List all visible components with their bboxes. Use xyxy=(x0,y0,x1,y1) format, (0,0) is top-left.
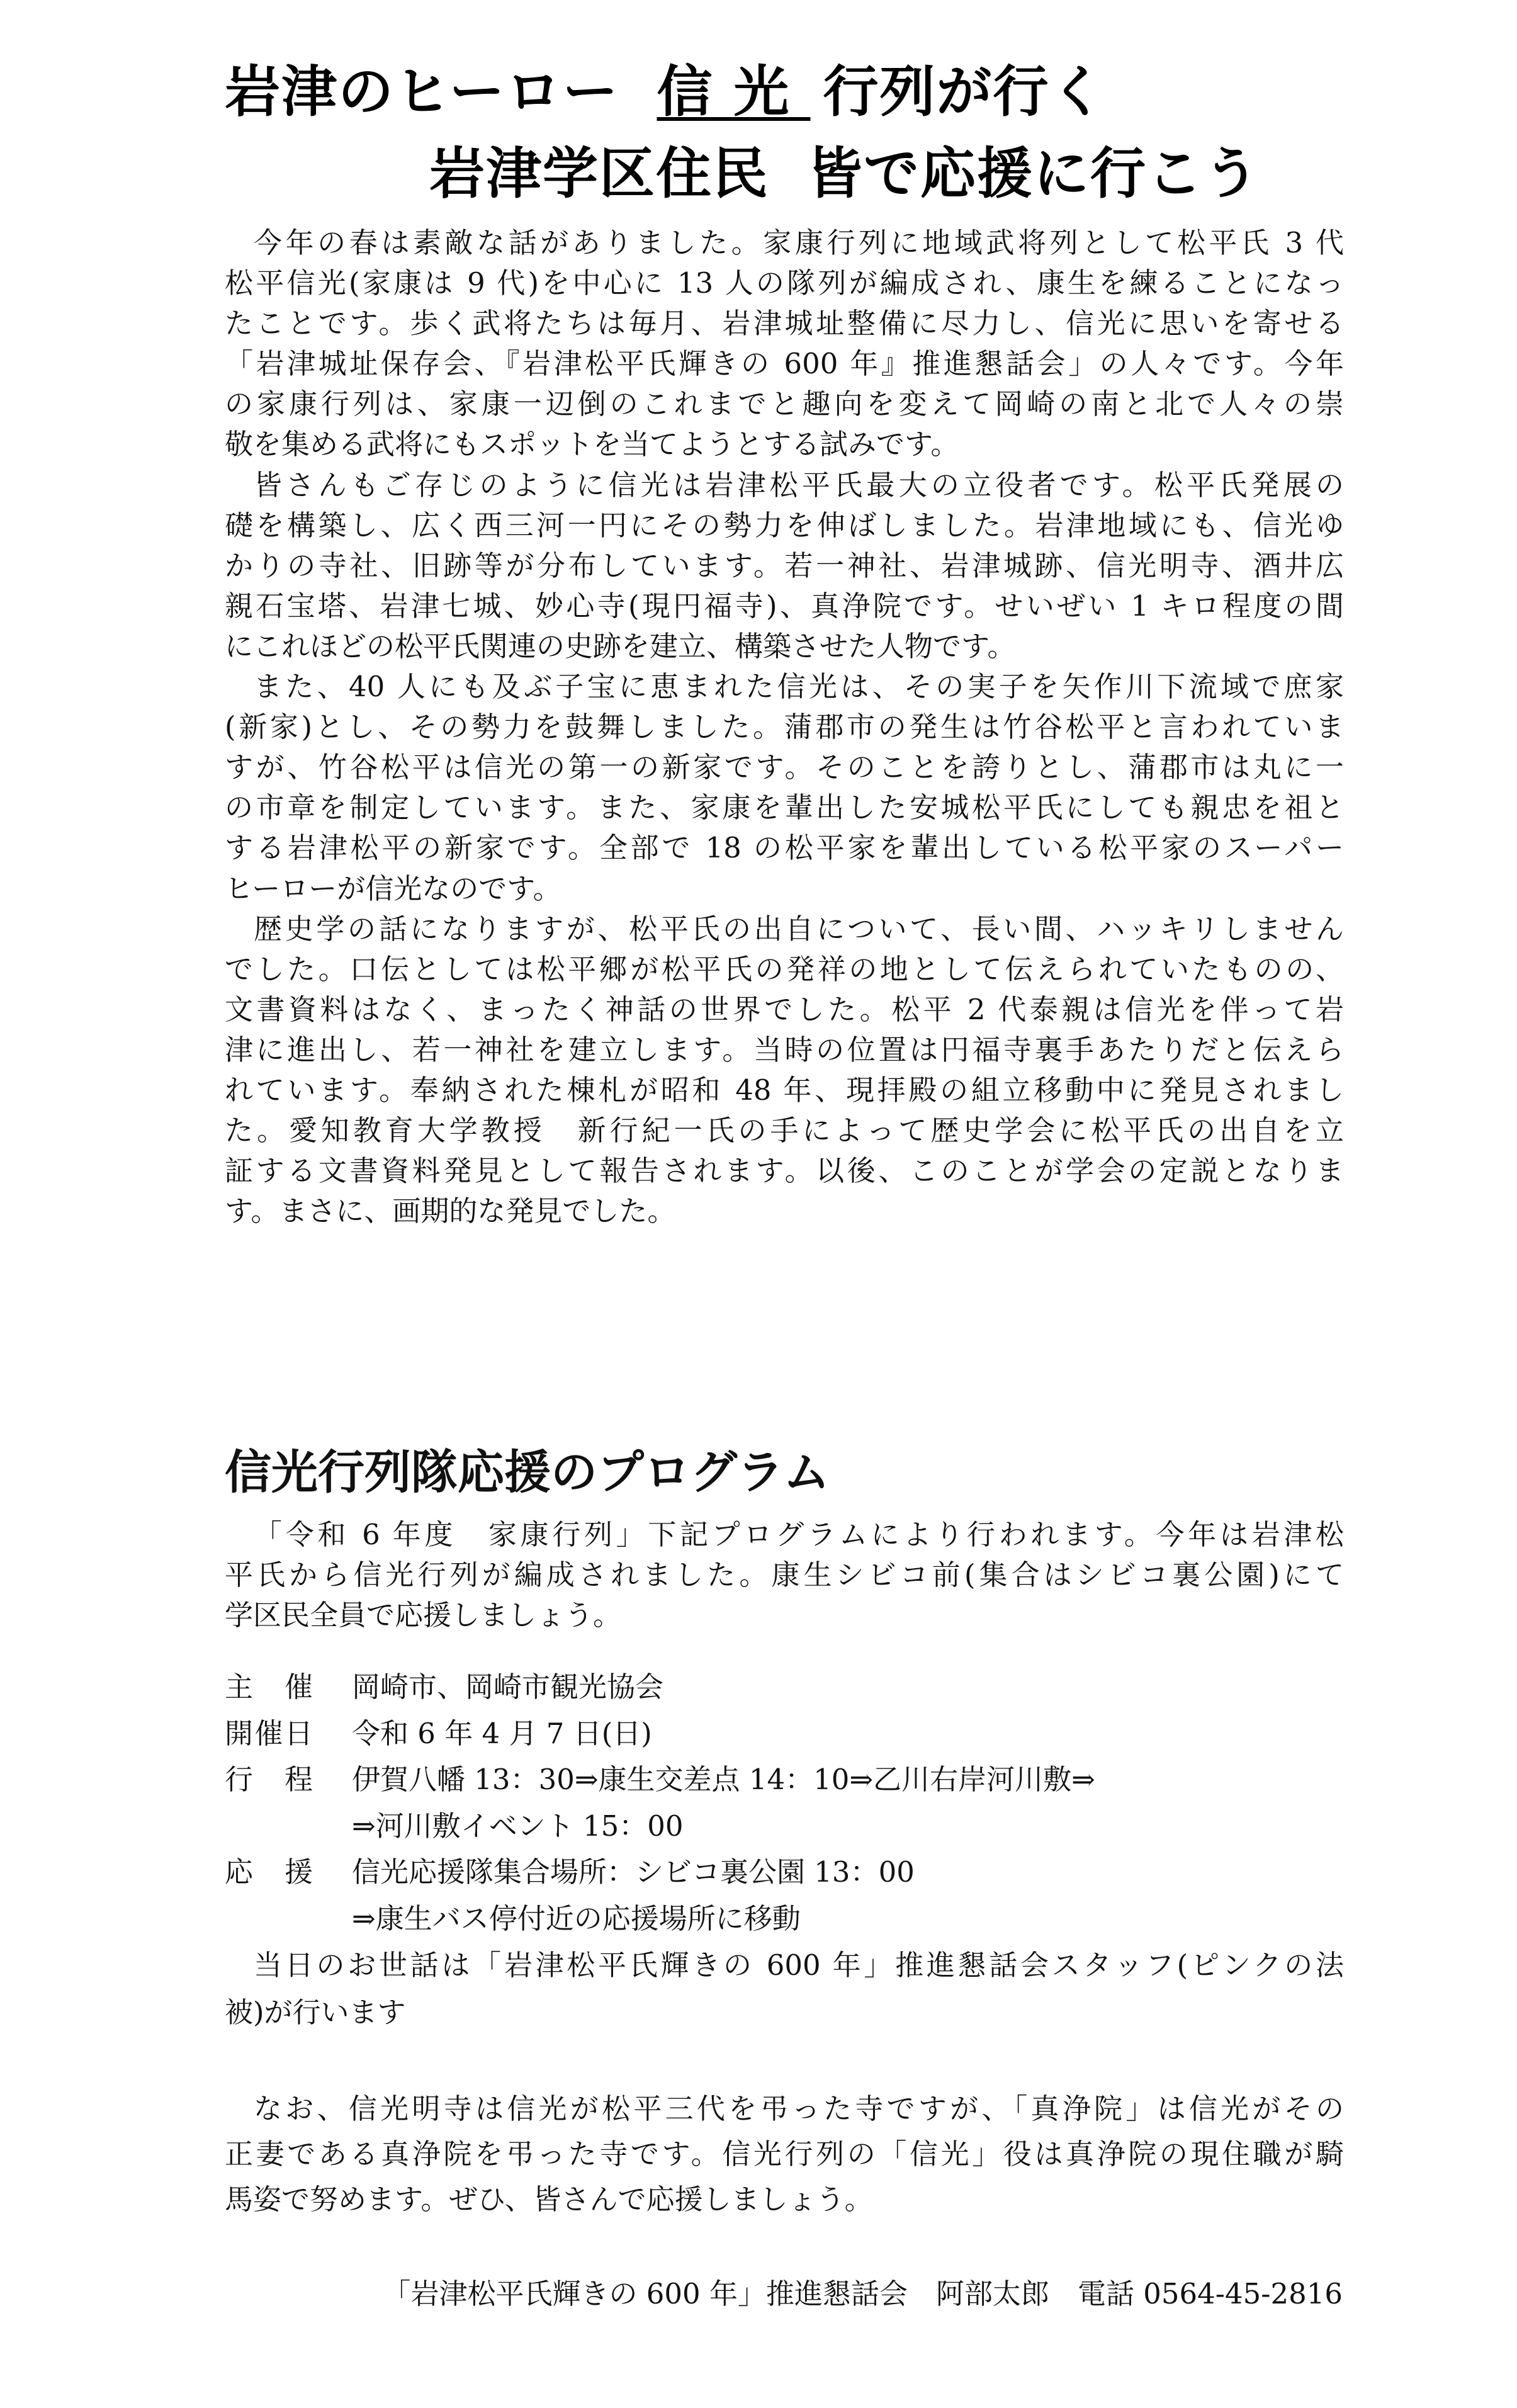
title-hero-name: 信光 xyxy=(657,59,811,124)
program-item-value: ⇒河川敷イベント 15：00 xyxy=(352,1809,684,1843)
closing-paragraph xyxy=(225,2086,1344,2222)
text-line: 文書資料はなく、まったく神話の世界でした。松平 2 代泰親は信光を伴って岩 xyxy=(225,992,1344,1026)
text-line: たことです。歩く武将たちは毎月、岩津城址整備に尽力し、信光に思いを寄せる xyxy=(225,307,1344,341)
text-line: の市章を制定しています。また、家康を輩出した安城松平氏にしても親忠を祖と xyxy=(225,791,1344,825)
program-item xyxy=(225,1664,1095,1710)
text-line: れています。奉納された棟札が昭和 48 年、現拝殿の組立移動中に発見されまし xyxy=(225,1073,1344,1107)
text-line: (新家)とし、その勢力を鼓舞しました。蒲郡市の発生は竹谷松平と言われていま xyxy=(225,710,1344,744)
program-item-value: 令和 6 年 4 月 7 日(日) xyxy=(352,1716,652,1750)
text-line: かりの寺社、旧跡等が分布しています。若一神社、岩津城跡、信光明寺、酒井広 xyxy=(225,548,1344,582)
program-item xyxy=(225,1849,1095,1896)
program-item xyxy=(225,1803,1095,1850)
program-item-label: 主 催 xyxy=(225,1670,313,1704)
staff-note xyxy=(225,1942,1344,2036)
program-item xyxy=(225,1756,1095,1803)
text-line: す。まさに、画期的な発見でした。 xyxy=(225,1194,676,1228)
program-item-label: 応 援 xyxy=(225,1855,313,1889)
title-part: 行列が行く xyxy=(823,59,1107,124)
title-line-1 xyxy=(225,60,1107,123)
text-line: 親石宝塔、岩津七城、妙心寺(現円福寺)、真浄院です。せいぜい 1 キロ程度の間 xyxy=(225,589,1344,623)
program-heading: 信光行列隊応援のプログラム xyxy=(225,1445,830,1500)
text-line: た。愛知教育大学教授 新行紀一氏の手によって歴史学会に松平氏の出自を立 xyxy=(225,1114,1344,1148)
title-line-2 xyxy=(429,142,1260,205)
program-details xyxy=(225,1664,1095,1942)
text-line: 歴史学の話になりますが、松平氏の出自について、長い間、ハッキリしません xyxy=(254,912,1344,946)
title-part: 岩津学区住民 xyxy=(429,141,770,206)
text-line: 「岩津城址保存会、『岩津松平氏輝きの 600 年』推進懇話会」の人々です。今年 xyxy=(225,347,1344,381)
title-part: 岩津のヒーロー xyxy=(225,59,619,124)
text-line: すが、竹谷松平は信光の第一の新家です。そのことを誇りとし、蒲郡市は丸に一 xyxy=(225,750,1344,784)
program-item-value: 岡崎市、岡崎市観光協会 xyxy=(352,1670,664,1704)
program-item-value: 伊賀八幡 13：30⇒康生交差点 14：10⇒乙川右岸河川敷⇒ xyxy=(352,1763,1095,1796)
text-line: 皆さんもご存じのように信光は岩津松平氏最大の立役者です。松平氏発展の xyxy=(254,468,1344,502)
text-line: また、40 人にも及ぶ子宝に恵まれた信光は、その実子を矢作川下流域で庶家 xyxy=(254,670,1344,704)
article-body xyxy=(225,223,1344,1231)
footer-contact-name: 阿部太郎 xyxy=(935,2277,1049,2310)
text-line: 今年の春は素敵な話がありました。家康行列に地域武将列として松平氏 3 代 xyxy=(254,226,1344,259)
text-line: 松平信光(家康は 9 代)を中心に 13 人の隊列が編成され、康生を練ることになっ xyxy=(225,266,1344,300)
text-line: 証する文書資料発見として報告されます。以後、このことが学会の定説となりま xyxy=(225,1154,1344,1188)
text-line: の家康行列は、家康一辺倒のこれまでと趣向を変えて岡崎の南と北で人々の崇 xyxy=(225,387,1344,421)
program-intro xyxy=(225,1515,1344,1636)
program-item-label: 行 程 xyxy=(225,1763,313,1796)
text-line: ヒーローが信光なのです。 xyxy=(225,871,561,905)
program-item-label: 開催日 xyxy=(225,1716,313,1750)
program-item xyxy=(225,1710,1095,1757)
text-line: 被)が行います xyxy=(225,1996,406,2029)
text-line: する岩津松平の新家です。全部で 18 の松平家を輩出している松平家のスーパー xyxy=(225,831,1344,865)
program-item-value: ⇒康生バス停付近の応援場所に移動 xyxy=(352,1901,801,1935)
text-line: 「令和 6 年度 家康行列」下記プログラムにより行われます。今年は岩津松 xyxy=(254,1518,1344,1551)
program-item xyxy=(225,1896,1095,1942)
text-line: 津に進出し、若一神社を建立します。当時の位置は円福寺裏手あたりだと伝えら xyxy=(225,1032,1344,1066)
text-line: 正妻である真浄院を弔った寺です。信光行列の「信光」役は真浄院の現住職が騎 xyxy=(225,2137,1344,2171)
title-part: 皆で応援に行こう xyxy=(807,141,1261,206)
text-line: 馬姿で努めます。ぜひ、皆さんで応援しましょう。 xyxy=(225,2183,873,2216)
text-line: 当日のお世話は「岩津松平氏輝きの 600 年」推進懇話会スタッフ(ピンクの法 xyxy=(254,1948,1344,1982)
text-line: 敬を集める武将にもスポットを当てようとする試みです。 xyxy=(225,427,959,461)
text-line: なお、信光明寺は信光が松平三代を弔った寺ですが、「真浄院」は信光がその xyxy=(254,2092,1344,2125)
footer-organization: 「岩津松平氏輝きの 600 年」推進懇話会 xyxy=(382,2277,908,2310)
footer-phone: 電話 0564-45-2816 xyxy=(1077,2277,1343,2310)
footer-contact xyxy=(382,2274,1343,2314)
text-line: 礎を構築し、広く西三河一円にその勢力を伸ばしました。岩津地域にも、信光ゆ xyxy=(225,508,1344,542)
text-line: 平氏から信光行列が編成されました。康生シビコ前(集合はシビコ裏公園)にて xyxy=(225,1558,1344,1591)
program-item-value: 信光応援隊集合場所：シビコ裏公園 13：00 xyxy=(352,1855,915,1889)
text-line: にこれほどの松平氏関連の史跡を建立、構築させた人物です。 xyxy=(225,629,1016,663)
text-line: 学区民全員で応援しましょう。 xyxy=(225,1598,622,1632)
text-line: でした。口伝としては松平郷が松平氏の発祥の地として伝えられていたものの、 xyxy=(225,952,1344,986)
